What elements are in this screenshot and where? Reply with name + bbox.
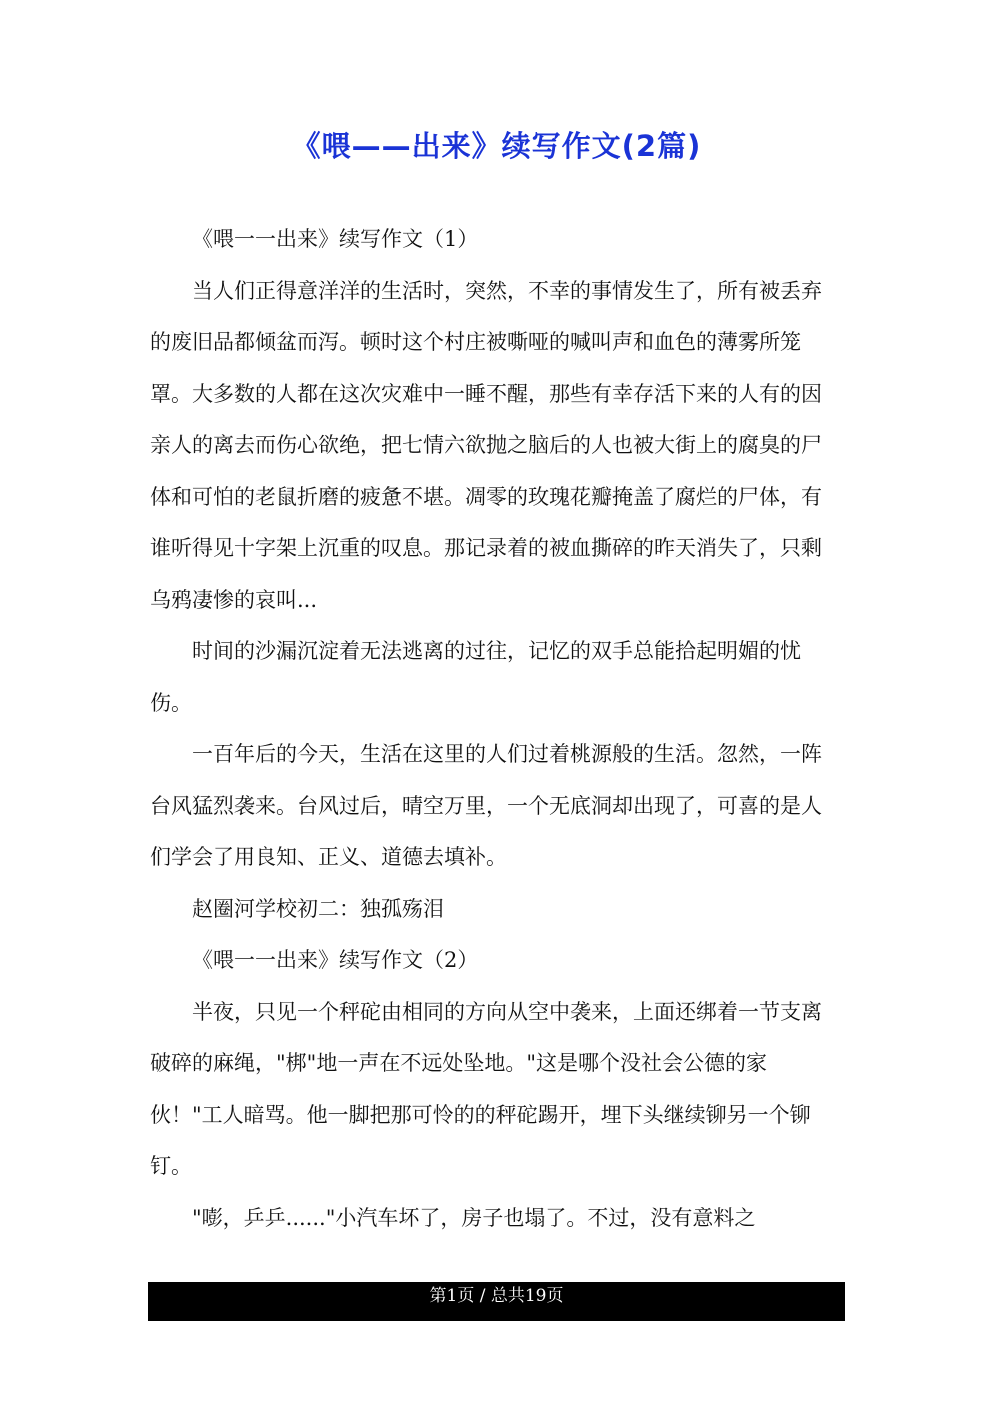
body-paragraph: 时间的沙漏沉淀着无法逃离的过往，记忆的双手总能拾起明媚的忧伤。 bbox=[150, 639, 801, 715]
page-number-label: 第1页 / 总共19页 bbox=[429, 1286, 564, 1306]
section-heading-1: 《喂一一出来》续写作文（1） bbox=[192, 227, 479, 251]
section-heading-2: 《喂一一出来》续写作文（2） bbox=[192, 948, 479, 972]
body-paragraph: 当人们正得意洋洋的生活时，突然，不幸的事情发生了，所有被丢弃的废旧品都倾盆而泻。顿时这个村庄被嘶哑的喊叫声和血色的薄雾所笼罩。大多数的人都在这次灾难中一睡不醒，那些有幸存活下来的人有的因亲人的离去而伤心欲绝，把七情六欲抛之脑后的人也被大街上的腐臭的尸体和可怕的老鼠折磨的疲惫不堪。凋零的玫瑰花瓣掩盖了腐烂的尸体，有谁听得见十字架上沉重的叹息。那记录着的被血撕碎的昨天消失了，只剩乌鸦凄惨的哀叫... bbox=[150, 278, 822, 612]
author-line: 赵圈河学校初二：独孤殇泪 bbox=[192, 896, 444, 921]
body-paragraph: 半夜，只见一个秤砣由相同的方向从空中袭来，上面还绑着一节支离破碎的麻绳，"梆"地一声在不远处坠地。"这是哪个没社会公德的家伙！"工人暗骂。他一脚把那可怜的的秤砣踢开，埋下头继续铆另一个铆钉。 bbox=[150, 999, 822, 1178]
document-body bbox=[150, 214, 826, 1244]
document-title: 《喂——出来》续写作文(2篇) bbox=[291, 129, 702, 163]
body-paragraph: "嘭，乒乒......"小汽车坏了，房子也塌了。不过，没有意料之 bbox=[192, 1205, 756, 1230]
body-paragraph: 一百年后的今天，生活在这里的人们过着桃源般的生活。忽然，一阵台风猛烈袭来。台风过后，晴空万里，一个无底洞却出现了，可喜的是人们学会了用良知、正义、道德去填补。 bbox=[150, 742, 822, 869]
page-footer-bar bbox=[148, 1282, 845, 1321]
